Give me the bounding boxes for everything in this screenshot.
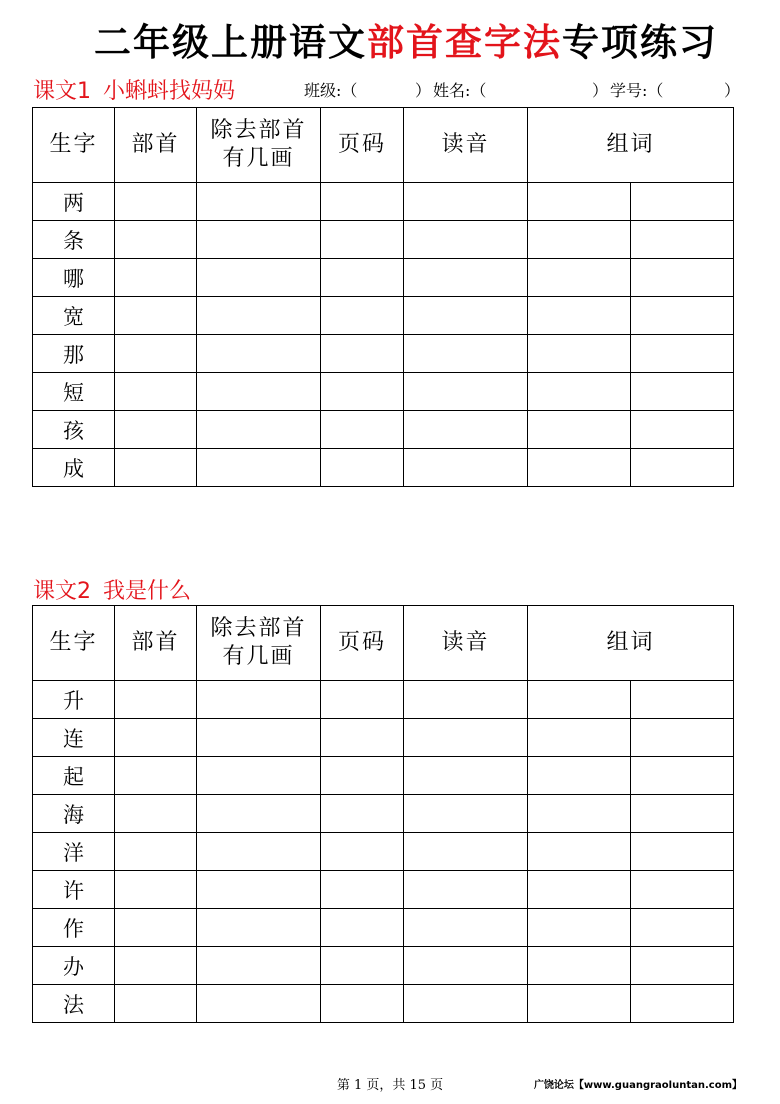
- strokes-answer-cell[interactable]: [197, 681, 321, 719]
- page-answer-cell[interactable]: [321, 719, 404, 757]
- char-cell: 办: [33, 947, 115, 985]
- char-cell: 条: [33, 221, 115, 259]
- char-cell: 哪: [33, 259, 115, 297]
- header-radical: 部首: [115, 606, 197, 681]
- strokes-answer-cell[interactable]: [197, 449, 321, 487]
- char-cell: 成: [33, 449, 115, 487]
- table-row: [33, 681, 734, 719]
- page-title: [0, 16, 780, 68]
- word-answer-cell-1[interactable]: [528, 259, 631, 297]
- word-answer-cell-1[interactable]: [528, 871, 631, 909]
- char-cell: 法: [33, 985, 115, 1023]
- page-answer-cell[interactable]: [321, 985, 404, 1023]
- word-answer-cell-1[interactable]: [528, 335, 631, 373]
- word-answer-cell-1[interactable]: [528, 297, 631, 335]
- word-answer-cell-2[interactable]: [631, 373, 734, 411]
- header-page: 页码: [321, 606, 404, 681]
- page-answer-cell[interactable]: [321, 681, 404, 719]
- strokes-answer-cell[interactable]: [197, 373, 321, 411]
- pinyin-answer-cell[interactable]: [404, 297, 528, 335]
- word-answer-cell-2[interactable]: [631, 335, 734, 373]
- lesson-1-name: 小蝌蚪找妈妈: [103, 79, 236, 104]
- table-row: [33, 373, 734, 411]
- word-answer-cell-2[interactable]: [631, 719, 734, 757]
- class-label: 班级:（: [304, 81, 358, 100]
- pinyin-answer-cell[interactable]: [404, 985, 528, 1023]
- header-pinyin: 读音: [404, 606, 528, 681]
- header-words: 组词: [528, 108, 734, 183]
- lesson-2-heading: [33, 574, 191, 605]
- word-answer-cell-1[interactable]: [528, 449, 631, 487]
- radical-answer-cell[interactable]: [115, 719, 197, 757]
- word-answer-cell-2[interactable]: [631, 947, 734, 985]
- pinyin-answer-cell[interactable]: [404, 373, 528, 411]
- lesson-2-name: 我是什么: [103, 579, 192, 604]
- char-cell: 宽: [33, 297, 115, 335]
- word-answer-cell-1[interactable]: [528, 373, 631, 411]
- word-answer-cell-1[interactable]: [528, 795, 631, 833]
- lesson-1-number: 课文1: [33, 79, 91, 104]
- radical-answer-cell[interactable]: [115, 681, 197, 719]
- lesson-1-table: [32, 107, 734, 487]
- radical-answer-cell[interactable]: [115, 297, 197, 335]
- pinyin-answer-cell[interactable]: [404, 259, 528, 297]
- radical-answer-cell[interactable]: [115, 373, 197, 411]
- header-strokes: [197, 108, 321, 183]
- page-answer-cell[interactable]: [321, 259, 404, 297]
- char-cell: 升: [33, 681, 115, 719]
- word-answer-cell-2[interactable]: [631, 297, 734, 335]
- word-answer-cell-2[interactable]: [631, 871, 734, 909]
- title-part2: 部首查字法: [367, 20, 562, 64]
- lesson-1-heading: [33, 74, 235, 105]
- page-footer: 第 1 页，共 15 页: [336, 1078, 444, 1093]
- word-answer-cell-2[interactable]: [631, 221, 734, 259]
- word-answer-cell-1[interactable]: [528, 221, 631, 259]
- table-row: [33, 871, 734, 909]
- radical-answer-cell[interactable]: [115, 985, 197, 1023]
- radical-answer-cell[interactable]: [115, 947, 197, 985]
- page-answer-cell[interactable]: [321, 795, 404, 833]
- pinyin-answer-cell[interactable]: [404, 335, 528, 373]
- strokes-answer-cell[interactable]: [197, 909, 321, 947]
- lesson-2-table: [32, 605, 734, 1023]
- header-page: 页码: [321, 108, 404, 183]
- word-answer-cell-1[interactable]: [528, 719, 631, 757]
- number-close: ）: [724, 81, 741, 100]
- radical-answer-cell[interactable]: [115, 795, 197, 833]
- pinyin-answer-cell[interactable]: [404, 183, 528, 221]
- char-cell: 两: [33, 183, 115, 221]
- radical-answer-cell[interactable]: [115, 411, 197, 449]
- word-answer-cell-1[interactable]: [528, 909, 631, 947]
- name-close: ）: [592, 81, 609, 100]
- page-answer-cell[interactable]: [321, 183, 404, 221]
- strokes-answer-cell[interactable]: [197, 259, 321, 297]
- char-cell: 作: [33, 909, 115, 947]
- word-answer-cell-2[interactable]: [631, 985, 734, 1023]
- table-row: [33, 297, 734, 335]
- page-answer-cell[interactable]: [321, 449, 404, 487]
- strokes-answer-cell[interactable]: [197, 947, 321, 985]
- pinyin-answer-cell[interactable]: [404, 871, 528, 909]
- class-close: ）: [415, 81, 432, 100]
- char-cell: 许: [33, 871, 115, 909]
- header-strokes-line1: 除去部首: [210, 616, 307, 641]
- header-char: 生字: [33, 606, 115, 681]
- pinyin-answer-cell[interactable]: [404, 221, 528, 259]
- char-cell: 海: [33, 795, 115, 833]
- strokes-answer-cell[interactable]: [197, 871, 321, 909]
- page-answer-cell[interactable]: [321, 297, 404, 335]
- header-words: 组词: [528, 606, 734, 681]
- table-header-row: [33, 108, 734, 183]
- radical-answer-cell[interactable]: [115, 335, 197, 373]
- page-answer-cell[interactable]: [321, 221, 404, 259]
- header-char: 生字: [33, 108, 115, 183]
- word-answer-cell-2[interactable]: [631, 449, 734, 487]
- strokes-answer-cell[interactable]: [197, 985, 321, 1023]
- pinyin-answer-cell[interactable]: [404, 449, 528, 487]
- pinyin-answer-cell[interactable]: [404, 411, 528, 449]
- word-answer-cell-2[interactable]: [631, 795, 734, 833]
- table-row: [33, 947, 734, 985]
- radical-answer-cell[interactable]: [115, 757, 197, 795]
- table-row: [33, 183, 734, 221]
- title-part1: 二年级上册语文: [94, 20, 367, 64]
- page-answer-cell[interactable]: [321, 909, 404, 947]
- strokes-answer-cell[interactable]: [197, 833, 321, 871]
- word-answer-cell-2[interactable]: [631, 833, 734, 871]
- char-cell: 连: [33, 719, 115, 757]
- pinyin-answer-cell[interactable]: [404, 681, 528, 719]
- table-row: [33, 757, 734, 795]
- page-answer-cell[interactable]: [321, 833, 404, 871]
- word-answer-cell-2[interactable]: [631, 259, 734, 297]
- page-answer-cell[interactable]: [321, 335, 404, 373]
- header-radical: 部首: [115, 108, 197, 183]
- title-part3: 专项练习: [562, 20, 718, 64]
- word-answer-cell-2[interactable]: [631, 411, 734, 449]
- strokes-answer-cell[interactable]: [197, 297, 321, 335]
- strokes-answer-cell[interactable]: [197, 795, 321, 833]
- strokes-answer-cell[interactable]: [197, 221, 321, 259]
- table-header-row: [33, 606, 734, 681]
- table-row: [33, 259, 734, 297]
- word-answer-cell-1[interactable]: [528, 681, 631, 719]
- table-row: [33, 795, 734, 833]
- char-cell: 孩: [33, 411, 115, 449]
- word-answer-cell-1[interactable]: [528, 411, 631, 449]
- char-cell: 洋: [33, 833, 115, 871]
- pinyin-answer-cell[interactable]: [404, 757, 528, 795]
- radical-answer-cell[interactable]: [115, 909, 197, 947]
- name-label: 姓名:（: [433, 81, 487, 100]
- radical-answer-cell[interactable]: [115, 221, 197, 259]
- radical-answer-cell[interactable]: [115, 833, 197, 871]
- table-row: [33, 449, 734, 487]
- header-strokes-line1: 除去部首: [210, 118, 307, 143]
- pinyin-answer-cell[interactable]: [404, 833, 528, 871]
- table-row: [33, 833, 734, 871]
- pinyin-answer-cell[interactable]: [404, 795, 528, 833]
- radical-answer-cell[interactable]: [115, 871, 197, 909]
- word-answer-cell-1[interactable]: [528, 183, 631, 221]
- word-answer-cell-1[interactable]: [528, 757, 631, 795]
- word-answer-cell-2[interactable]: [631, 757, 734, 795]
- char-cell: 短: [33, 373, 115, 411]
- site-credit: 广饶论坛【www.guangraoluntan.com】: [533, 1080, 742, 1091]
- header-strokes: [197, 606, 321, 681]
- lesson-2-number: 课文2: [33, 579, 91, 604]
- lesson-1-rows: [33, 183, 734, 487]
- table-row: [33, 985, 734, 1023]
- page-answer-cell[interactable]: [321, 947, 404, 985]
- char-cell: 那: [33, 335, 115, 373]
- strokes-answer-cell[interactable]: [197, 719, 321, 757]
- strokes-answer-cell[interactable]: [197, 757, 321, 795]
- table-row: [33, 411, 734, 449]
- word-answer-cell-1[interactable]: [528, 947, 631, 985]
- number-label: 学号:（: [610, 81, 664, 100]
- word-answer-cell-2[interactable]: [631, 909, 734, 947]
- radical-answer-cell[interactable]: [115, 259, 197, 297]
- strokes-answer-cell[interactable]: [197, 411, 321, 449]
- page-answer-cell[interactable]: [321, 411, 404, 449]
- lesson-2-rows: [33, 681, 734, 1023]
- header-pinyin: 读音: [404, 108, 528, 183]
- strokes-answer-cell[interactable]: [197, 335, 321, 373]
- table-row: [33, 719, 734, 757]
- word-answer-cell-2[interactable]: [631, 681, 734, 719]
- table-row: [33, 335, 734, 373]
- page-answer-cell[interactable]: [321, 373, 404, 411]
- page-answer-cell[interactable]: [321, 871, 404, 909]
- radical-answer-cell[interactable]: [115, 449, 197, 487]
- pinyin-answer-cell[interactable]: [404, 947, 528, 985]
- radical-answer-cell[interactable]: [115, 183, 197, 221]
- strokes-answer-cell[interactable]: [197, 183, 321, 221]
- table-row: [33, 221, 734, 259]
- header-strokes-line2: 有几画: [222, 146, 295, 171]
- char-cell: 起: [33, 757, 115, 795]
- page-answer-cell[interactable]: [321, 757, 404, 795]
- table-row: [33, 909, 734, 947]
- pinyin-answer-cell[interactable]: [404, 909, 528, 947]
- pinyin-answer-cell[interactable]: [404, 719, 528, 757]
- word-answer-cell-1[interactable]: [528, 985, 631, 1023]
- word-answer-cell-1[interactable]: [528, 833, 631, 871]
- header-strokes-line2: 有几画: [222, 644, 295, 669]
- word-answer-cell-2[interactable]: [631, 183, 734, 221]
